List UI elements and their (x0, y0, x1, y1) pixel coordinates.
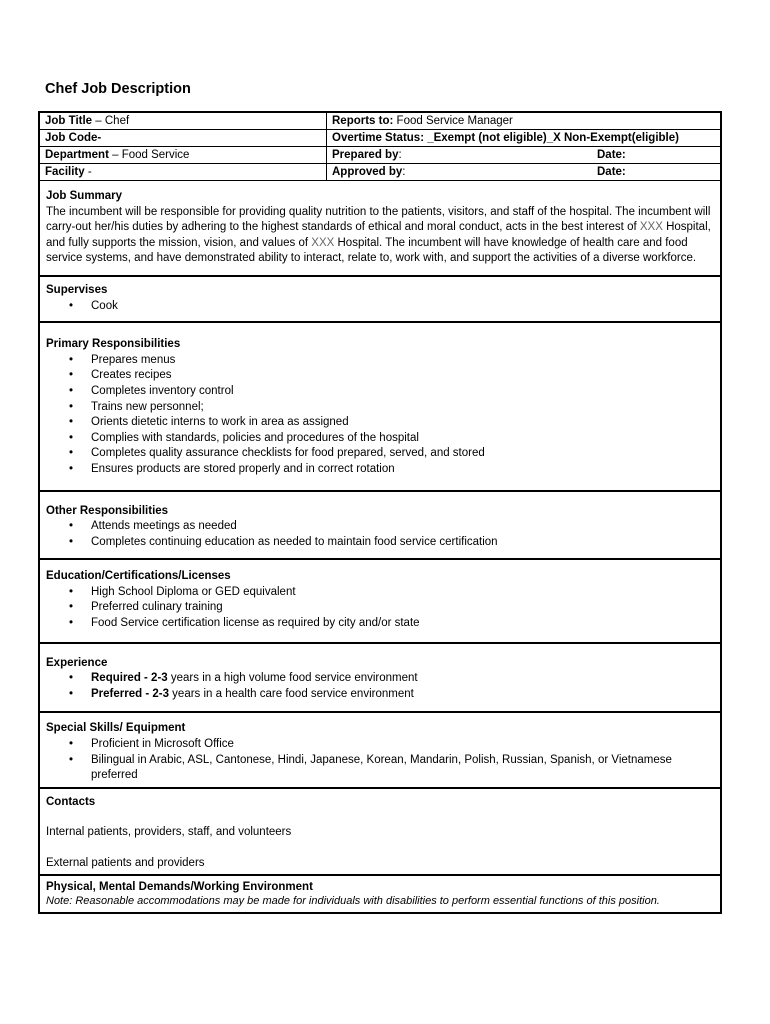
preferred-label: Preferred - 2-3 (91, 687, 169, 700)
reports-to-cell (327, 113, 720, 130)
list-item: • Bilingual in Arabic, ASL, Cantonese, Hindi, Japanese, Korean, Mandarin, Polish, Russian, Spanish, or Vietnamese preferred (91, 753, 674, 784)
list-item: • Food Service certification license as required by city and/or state (91, 616, 714, 632)
special-skills-title: Special Skills/ Equipment (46, 722, 186, 735)
contacts-section (40, 789, 720, 876)
approved-by-colon: : (402, 166, 406, 178)
job-summary-section (40, 181, 720, 277)
list-item: • High School Diploma or GED equivalent (91, 585, 714, 601)
prepared-by-cell (327, 147, 720, 164)
experience-title: Experience (46, 656, 108, 669)
prepared-date-label: Date: (597, 149, 626, 161)
facility-value: - (84, 166, 92, 178)
approved-by-label: Approved by (332, 166, 403, 178)
accommodations-note: Note: Reasonable accommodations may be made for individuals with disabilities to perform essential functions of this position. (46, 894, 660, 907)
contacts-title: Contacts (46, 795, 96, 808)
hospital-placeholder: XXX (639, 221, 663, 234)
header-row-4 (40, 164, 720, 181)
job-description-table (38, 111, 722, 914)
job-title-cell (40, 113, 327, 130)
primary-responsibilities-section (40, 323, 720, 491)
required-text: years in a high volume food service environment (167, 672, 418, 685)
header-row-3 (40, 147, 720, 164)
special-skills-section (40, 713, 720, 788)
facility-label: Facility (45, 166, 85, 178)
list-item: • Trains new personnel; (91, 400, 714, 416)
summary-text-part: The incumbent will be responsible for providing quality nutrition to the patients, visitors, and staff of the hospital. The incumbent will carry-out her/his duties by adhering to the highest standards of ethical and moral conduct, acts in the best interest of (46, 205, 711, 234)
list-item: • Proficient in Microsoft Office (91, 737, 674, 753)
approved-date-label: Date: (597, 166, 626, 178)
list-item: • Creates recipes (91, 368, 714, 384)
required-label: Required - 2-3 (91, 672, 168, 685)
list-item: • Completes quality assurance checklists for food prepared, served, and stored (91, 446, 714, 462)
list-item: • Preferred culinary training (91, 600, 714, 616)
list-item: • Prepares menus (91, 353, 714, 369)
special-skills-list (46, 737, 714, 784)
supervises-section (40, 277, 720, 323)
overtime-status-cell: Overtime Status: _Exempt (not eligible)_X Non-Exempt(eligible) (327, 130, 720, 147)
facility-cell (40, 164, 327, 181)
list-item: • Complies with standards, policies and procedures of the hospital (91, 431, 714, 447)
list-item: • Completes inventory control (91, 384, 714, 400)
hospital-placeholder: XXX (311, 236, 335, 249)
other-responsibilities-section (40, 492, 720, 561)
external-contacts: External patients and providers (46, 857, 205, 869)
list-item: • Attends meetings as needed (91, 519, 714, 535)
preferred-text: years in a health care food service environment (168, 687, 414, 700)
header-row-2 (40, 130, 720, 147)
department-label: Department (45, 149, 109, 161)
physical-demands-title: Physical, Mental Demands/Working Environment (46, 880, 313, 893)
job-summary-text (46, 205, 714, 267)
other-responsibilities-title: Other Responsibilities (46, 504, 169, 517)
job-title-label: Job Title (45, 115, 93, 127)
education-list (46, 585, 714, 632)
prepared-by-label: Prepared by (332, 149, 399, 161)
list-item (91, 687, 714, 703)
prepared-by-colon: : (398, 149, 402, 161)
supervises-title: Supervises (46, 283, 108, 296)
header-row-1 (40, 113, 720, 130)
primary-responsibilities-title: Primary Responsibilities (46, 338, 181, 351)
reports-to-value: Food Service Manager (393, 115, 513, 127)
job-title-value: – Chef (92, 115, 130, 127)
summary-text-part: Hospital, and fully supports the mission, vision, and values of (46, 221, 711, 249)
department-value: – Food Service (108, 149, 190, 161)
job-summary-title: Job Summary (46, 190, 123, 202)
other-responsibilities-list (46, 519, 714, 550)
list-item: • Completes continuing education as needed to maintain food service certification (91, 535, 714, 551)
approved-by-cell (327, 164, 720, 181)
experience-section (40, 644, 720, 714)
list-item: • Orients dietetic interns to work in area as assigned (91, 415, 714, 431)
education-title: Education/Certifications/Licenses (46, 570, 231, 583)
job-code-cell: Job Code- (40, 130, 327, 147)
internal-contacts: Internal patients, providers, staff, and volunteers (46, 826, 292, 839)
summary-text-part: Hospital. The incumbent will have knowledge of health care and food service systems, and have demonstrated ability to interact, relate to, work with, and support the activities of a diverse workforce. (46, 236, 697, 265)
list-item (91, 671, 714, 687)
reports-to-label: Reports to: (332, 115, 394, 127)
list-item: • Ensures products are stored properly and in correct rotation (91, 462, 714, 478)
education-section (40, 560, 720, 643)
primary-responsibilities-list (46, 353, 714, 478)
list-item: • Cook (91, 299, 714, 315)
page-title: Chef Job Description (45, 81, 191, 97)
experience-list (46, 671, 714, 702)
physical-demands-section (40, 876, 720, 912)
department-cell (40, 147, 327, 164)
supervises-list (46, 299, 714, 315)
